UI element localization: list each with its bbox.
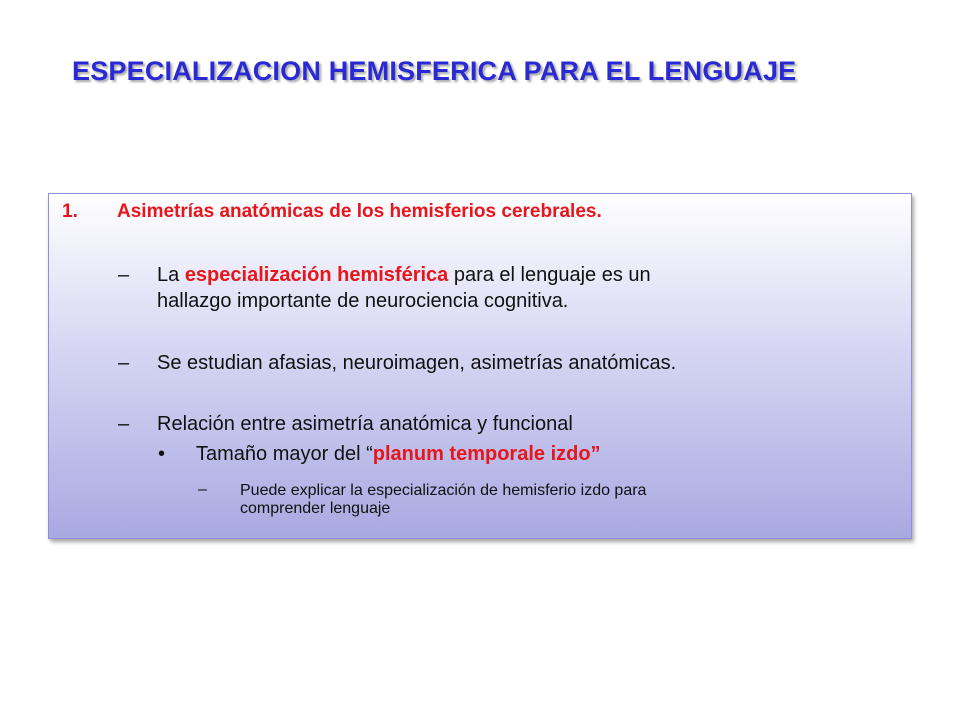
item-1-line-2: hallazgo importante de neurociencia cognitiva. bbox=[157, 290, 569, 312]
item-1-line-1 bbox=[157, 264, 651, 287]
section-number: 1. bbox=[62, 201, 78, 222]
dash-marker-4: – bbox=[198, 481, 207, 498]
sub-sub-line-1: Puede explicar la especialización de hemisferio izdo para bbox=[240, 482, 647, 499]
item-2: Se estudian afasias, neuroimagen, asimetrías anatómicas. bbox=[157, 352, 677, 374]
dash-marker-2: – bbox=[118, 352, 130, 374]
section-heading: Asimetrías anatómicas de los hemisferios cerebrales. bbox=[117, 201, 602, 222]
item-3: Relación entre asimetría anatómica y funcional bbox=[157, 413, 573, 435]
slide-title: ESPECIALIZACION HEMISFERICA PARA EL LENGUAJE bbox=[72, 56, 797, 86]
bullet-marker: • bbox=[158, 443, 166, 465]
dash-marker-3: – bbox=[118, 413, 130, 435]
dash-marker-1: – bbox=[118, 264, 130, 286]
item-1-post: para el lenguaje es un bbox=[448, 264, 651, 286]
item-1-pre: La bbox=[157, 264, 185, 286]
item-1-highlight: especialización hemisférica bbox=[184, 264, 449, 286]
sub-bullet-pre: Tamaño mayor del “ bbox=[196, 443, 373, 465]
sub-sub-line-2: comprender lenguaje bbox=[240, 500, 391, 517]
sub-bullet-highlight: planum temporale izdo” bbox=[372, 443, 601, 465]
sub-bullet bbox=[196, 443, 601, 466]
